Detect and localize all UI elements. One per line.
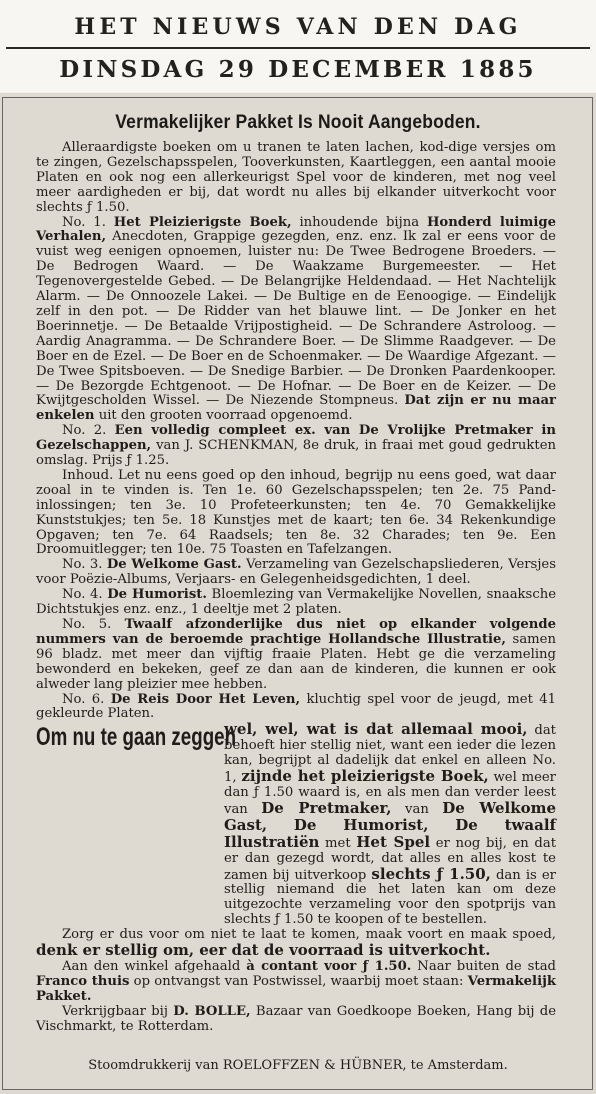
summary-display-phrase: Om nu te gaan zeggen [36,723,237,752]
newspaper-date: DINSDAG 29 DECEMBER 1885 [59,56,537,83]
item-2-paragraph [36,424,556,469]
closing-text-a: Zorg er dus voor om niet te laat te komen, maak voort en maak spoed, [62,927,556,943]
summary-text-5: er nog bij, en dat er dan gezegd wordt, dat alles en alles kost te zamen bij uitverkoop [224,835,557,883]
summary-bold-6: slechts ƒ 1.50, [371,864,491,883]
seller-text-a: Verkrijgbaar bij [62,1003,168,1019]
item-6-name: De Reis Door Het Leven, [110,691,301,707]
item-5-text: samen 96 bladz. met meer dan vijftig fraaie Platen. Hebt ge die verzameling bewonderd en bekeken, geef ze dan aan de kinderen, die kunnen er ook alweder lang pleizier mee hebben. [36,631,556,692]
order-paragraph [36,960,556,1005]
item-1-text: Anecdoten, Grappige gezegden, enz. enz. Ik zal er eens voor de vuist weg eenigen opnoemen, luister nu: De Twee Bedrogene Broeders. — De Bedrogen Waard. — De Waakzame Burgemeester. — Het Tegenovergestelde Gebed. — De Belangrijke Heldendaad. — Het Nachtelijk Alarm. — De Onnoozele Lakei. — De Bultige en de Eenoogige. — Eindelijk zelf in den pot. — De Ridder van het blauwe lint. — De Jonker en het Boerinnetje. — De Betaalde Vrijpostigheid. — De Schrandere Astroloog. — Aardig Anagramma. — De Schrandere Boer. — De Slimme Raadgever. — De Boer en de Ezel. — De Boer en de Schoenmaker. — De Waardige Afgezant. — De Twee Spitsboeven. — De Snedige Barbier. — De Dronken Paardenkooper. — De Bezorgde Echtgenoot. — De Hofnar. — De Boer en de Keizer. — De Kwijtgescholden Wissel. — De Niezende Stompneus. [36,229,556,409]
order-text-b: Naar buiten de stad [417,958,556,974]
summary-bold-4: De Welkome Gast, De Humorist, De twaalf Illustratiën [224,798,557,851]
item-5-paragraph [36,618,556,693]
item-1-paragraph [36,216,556,425]
item-2-text: van J. SCHENKMAN, 8e druk, in fraai met goud gedrukten omslag. Prijs ƒ 1.25. [36,438,556,469]
summary-bold-1: wel, wel, wat is dat allemaal mooi, [224,720,528,739]
item-3-text: Verzameling van Gezelschapsliederen, Versjes voor Poëzie-Albums, Verjaars- en Gelegenheidsgedichten, 1 deel. [36,557,556,588]
summary-text-6: dan is er stellig niemand die het laten kan om deze uitgezochte verzameling voor den spotprijs van slechts ƒ 1.50 te koopen of te bestellen. [224,867,556,928]
advertisement-title: Vermakelijker Pakket Is Nooit Aangeboden. [115,112,481,133]
closing-bold: denk er stellig om, eer dat de voorraad is uitverkocht. [36,941,491,960]
summary-text-2: wel meer dan ƒ 1.50 waard is, en als men dan verder leest van [224,770,556,817]
order-bold-franco: Franco thuis [36,973,130,989]
item-3-name: De Welkome Gast. [106,557,242,573]
item-3-number: No. 3. [62,557,103,573]
item-2-number: No. 2. [62,423,107,439]
item-1-number: No. 1. [62,214,106,230]
order-bold-price: à contant voor ƒ 1.50. [246,958,412,974]
intro-paragraph: Alleraardigste boeken om u tranen te laten lachen, kod-dige versjes om te zingen, Gezelschapsspelen, Tooverkunsten, Kaartleggen, een aantal mooie Platen en ook nog een allerkeurigst Spel voor de kinderen, met nog veel meer aardigheden er bij, dat wordt nu alles bij elkander uitverkocht voor slechts ƒ 1.50. [36,140,556,215]
closing-paragraph [36,928,556,960]
masthead [0,0,596,92]
seller-paragraph [36,1005,556,1035]
item-1-mid: inhoudende bijna [299,214,420,230]
item-4-text: Bloemlezing van Vermakelijke Novellen, snaaksche Dichtstukjes enz. enz., 1 deeltje met 2 platen. [36,587,556,618]
printer-footer: Stoomdrukkerij van ROELOFFZEN & HÜBNER, te Amsterdam. [88,1058,508,1073]
item-4-number: No. 4. [62,587,103,603]
item-1-bold: Honderd luimige Verhalen, [36,214,557,245]
seller-name: D. BOLLE, [173,1003,251,1019]
summary-bold-5: Het Spel [356,832,431,851]
item-1-end: uit den grooten voorraad opgenoemd. [98,408,353,424]
order-bold-package: Vermakelijk Pakket. [36,973,556,1004]
seller-text-b: Bazaar van Goedkoope Boeken, Hang bij de Vischmarkt, te Rotterdam. [36,1003,556,1034]
item-1-name: Het Pleizierigste Boek, [113,214,292,230]
item-4-name: De Humorist. [107,587,207,603]
summary-bold-2: zijnde het pleizierigste Boek, [241,767,489,786]
summary-text-4: met [325,835,351,851]
item-2-name: Een volledig compleet ex. van De Vrolijke Pretmaker in Gezelschappen, [36,423,556,454]
summary-paragraph [36,722,556,928]
item-1-bold-end: Dat zijn er nu maar enkelen [36,393,556,424]
item-4-paragraph [36,588,556,618]
summary-bold-3: De Pretmaker, [261,798,392,817]
newspaper-title: HET NIEUWS VAN DEN DAG [74,14,522,40]
item-5-name: Twaalf afzonderlijke dus niet op elkander volgende nummers van de beroemde prachtige Hollandsche Illustratie, [36,617,557,647]
item-5-number: No. 5. [62,617,112,632]
summary-text-1: dat behoeft hier stellig niet, want een ieder die lezen kan, begrijpt al dadelijk dat enkel en alleen No. 1, [224,723,556,786]
item-3-paragraph [36,558,556,588]
item-6-paragraph [36,693,556,723]
masthead-rule [6,47,590,49]
order-text-a: Aan den winkel afgehaald [62,958,241,974]
advertisement-body [36,141,556,1034]
summary-text-3: van [405,801,429,817]
summary-text [224,722,556,928]
item-6-number: No. 6. [62,691,105,707]
contents-paragraph: Inhoud. Let nu eens goed op den inhoud, begrijp nu eens goed, wat daar zooal in te vinden is. Ten 1e. 60 Gezelschapsspelen; ten 2e. 75 Pand-inlossingen; ten 3e. 10 Profeteerkunsten; ten 4e. 70 Gemakkelijke Kunststukjes; ten 5e. 18 Kunstjes met de kaart; ten 6e. 34 Rekenkundige Opgaven; ten 7e. 64 Raadsels; ten 8e. 32 Charades; ten 9e. Een Droomuitlegger; ten 10e. 75 Toasten en Tafelzangen. [36,467,556,558]
item-6-text: kluchtig spel voor de jeugd, met 41 gekleurde Platen. [36,691,556,722]
order-text-c: op ontvangst van Postwissel, waarbij moet staan: [133,973,464,989]
